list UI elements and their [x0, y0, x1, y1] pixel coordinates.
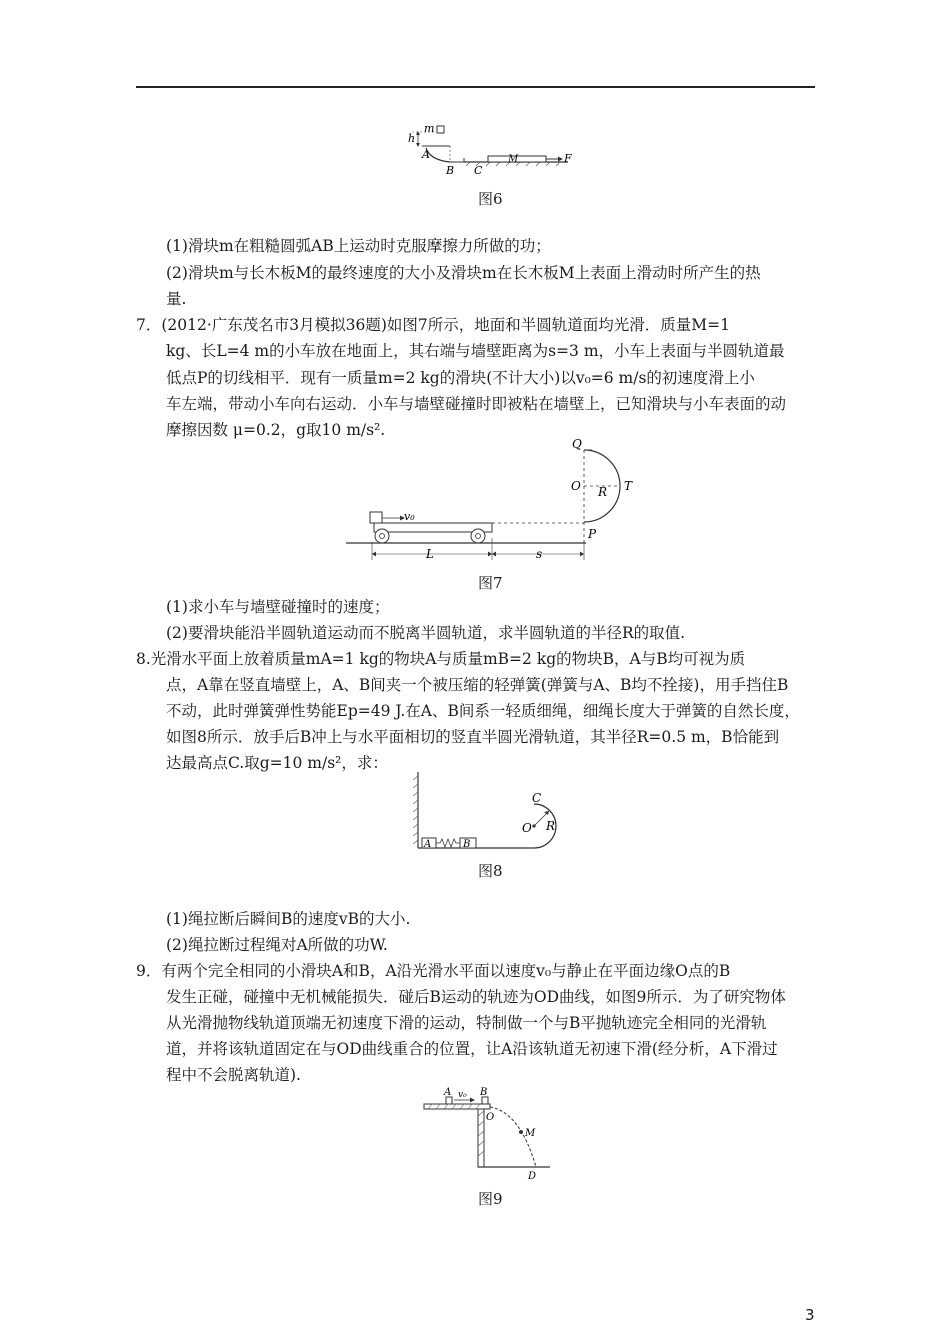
fig7-label-L: L [426, 547, 434, 561]
figure-9 [420, 1082, 560, 1182]
fig7-label-Q: Q [572, 438, 582, 451]
fig9-label-B: B [480, 1087, 488, 1098]
q9-line-2: 发生正碰，碰撞中无机械能损失．碰后B运动的轨迹为OD曲线，如图9所示．为了研究物体 [166, 988, 786, 1006]
fig6-label-F: F [564, 152, 572, 165]
q9-line-1: 9．有两个完全相同的小滑块A和B，A沿光滑水平面以速度v₀与静止在平面边缘O点的B [136, 962, 731, 980]
q8-line-4: 如图8所示．放手后B冲上与水平面相切的竖直半圆光滑轨道，其半径R=0.5 m，B恰能到 [166, 728, 780, 746]
q7-line-5: 摩擦因数 μ=0.2，g取10 m/s². [166, 421, 386, 439]
figure-8 [406, 770, 571, 855]
fig9-label-A: A [444, 1087, 452, 1098]
fig6-label-m: m [424, 122, 435, 135]
q6-line-3: 量. [166, 290, 187, 308]
q8-part-2: (2)绳拉断过程绳对A所做的功W. [166, 936, 388, 954]
fig7-label-R: R [598, 485, 608, 499]
fig6-label-M: M [508, 154, 519, 165]
q6-line-2: (2)滑块m与长木板M的最终速度的大小及滑块m在长木板M上表面上滑动时所产生的热 [166, 264, 761, 282]
q7-line-3: 低点P的切线相平．现有一质量m=2 kg的滑块(不计大小)以v₀=6 m/s的初速度滑上小 [166, 369, 755, 387]
fig9-label-v0: v₀ [458, 1090, 467, 1100]
figure-7 [346, 438, 656, 568]
fig9-label-D: D [528, 1171, 537, 1182]
q9-line-3: 从光滑抛物线轨道顶端无初速度下滑的运动，特制做一个与B平抛轨迹完全相同的光滑轨 [166, 1014, 767, 1032]
q7-line-2: kg、长L=4 m的小车放在地面上，其右端与墙壁距离为s=3 m，小车上表面与半圆轨道最 [166, 342, 785, 360]
fig8-label-R: R [546, 819, 556, 833]
fig6-caption: 图6 [478, 190, 503, 208]
header-rule [136, 86, 815, 88]
q7-line-4: 车左端，带动小车向右运动．小车与墙壁碰撞时即被粘在墙壁上，已知滑块与小车表面的动 [166, 395, 787, 413]
q8-part-1: (1)绳拉断后瞬间B的速度vB的大小. [166, 910, 411, 928]
fig8-caption: 图8 [478, 862, 503, 880]
fig8-label-O: O [522, 821, 532, 835]
page-number: 3 [805, 1306, 815, 1324]
fig9-label-O: O [486, 1112, 495, 1123]
fig7-label-v0: v₀ [404, 510, 415, 523]
q8-line-3: 不动，此时弹簧弹性势能Ep=49 J.在A、B间系一轻质细绳，细绳长度大于弹簧的自然长度， [166, 702, 800, 720]
fig6-label-h: h [408, 132, 416, 145]
fig7-label-P: P [588, 527, 597, 541]
q6-line-1: (1)滑块m在粗糙圆弧AB上运动时克服摩擦力所做的功； [166, 237, 551, 255]
fig8-label-B: B [463, 839, 471, 850]
q7-part-2: (2)要滑块能沿半圆轨道运动而不脱离半圆轨道，求半圆轨道的半径R的取值. [166, 624, 686, 642]
q8-line-2: 点，A靠在竖直墙壁上，A、B间夹一个被压缩的轻弹簧(弹簧与A、B均不拴接)，用手挡住B [166, 676, 789, 694]
fig9-label-M: M [525, 1128, 536, 1139]
q9-line-4: 道，并将该轨道固定在与OD曲线重合的位置，让A沿该轨道无初速下滑(经分析，A下滑过 [166, 1040, 778, 1058]
fig7-caption: 图7 [478, 574, 503, 592]
q7-line-1: 7．(2012·广东茂名市3月模拟36题)如图7所示，地面和半圆轨道面均光滑．质量M=1 [136, 316, 730, 334]
fig7-label-O: O [571, 479, 581, 493]
figure-6 [400, 118, 580, 180]
fig6-label-A: A [422, 148, 430, 161]
fig6-label-C: C [474, 164, 483, 177]
fig6-label-B: B [446, 164, 455, 177]
fig8-label-C: C [532, 791, 542, 805]
fig7-label-s: s [536, 547, 543, 561]
fig9-caption: 图9 [478, 1190, 503, 1208]
q8-line-5: 达最高点C.取g=10 m/s²，求： [166, 754, 388, 772]
q7-part-1: (1)求小车与墙壁碰撞时的速度； [166, 598, 390, 616]
fig8-label-A: A [424, 839, 432, 850]
q8-line-1: 8.光滑水平面上放着质量mA=1 kg的物块A与质量mB=2 kg的物块B，A与B均可视为质 [136, 650, 746, 668]
fig7-label-T: T [624, 479, 633, 493]
q9-line-5: 程中不会脱离轨道). [166, 1066, 301, 1084]
